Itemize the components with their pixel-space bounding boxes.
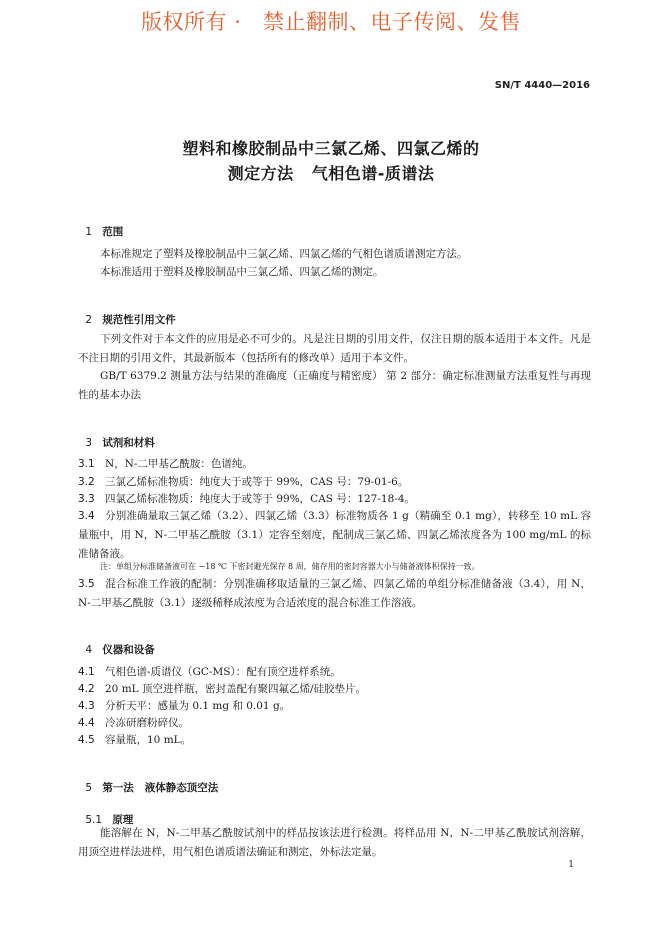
item-text: 分析天平：感量为 0.1 mg 和 0.01 g。 xyxy=(105,700,291,712)
section-4-heading xyxy=(78,630,155,657)
section-2-paragraph-2: GB/T 6379.2 测量方法与结果的准确度（正确度与精密度） 第 2 部分：确定标准测量方法重复性与再现性的基本办法 xyxy=(78,370,591,401)
document-title-line2: 测定方法 气相色谱-质谱法 xyxy=(227,164,435,183)
item-text: N，N-二甲基乙酰胺：色谱纯。 xyxy=(105,458,253,470)
section-1-paragraph-1: 本标准规定了塑料及橡胶制品中三氯乙烯、四氯乙烯的气相色谱质谱测定方法。 xyxy=(100,248,468,260)
document-title-line1: 塑料和橡胶制品中三氯乙烯、四氯乙烯的 xyxy=(182,139,480,158)
section-title: 规范性引用文件 xyxy=(102,314,176,326)
section-2-heading xyxy=(78,300,176,327)
section-1-heading xyxy=(78,212,123,239)
item-text: 冷冻研磨粉碎仪。 xyxy=(105,717,189,729)
section-number: 1 xyxy=(85,226,92,238)
section-1-paragraph-2: 本标准适用于塑料及橡胶制品中三氯乙烯、四氯乙烯的测定。 xyxy=(100,266,384,278)
item-text: 三氯乙烯标准物质：纯度大于或等于 99%，CAS 号：79-01-6。 xyxy=(105,476,409,488)
list-item xyxy=(78,455,591,474)
item-number: 3.3 xyxy=(78,493,95,505)
item-number: 4.5 xyxy=(78,734,95,746)
item-number: 3.5 xyxy=(78,578,95,590)
subsection-5-1-heading xyxy=(78,800,133,827)
section-number: 4 xyxy=(85,644,92,656)
section-5-1-paragraph: 能溶解在 N，N-二甲基乙酰胺试剂中的样品按该法进行检测。将样品用 N，N-二甲基乙酰胺试剂溶解，用顶空进样法进样，用气相色谱质谱法确证和测定，外标法定量。 xyxy=(78,827,591,858)
copyright-watermark: 版权所有 · 禁止翻制、电子传阅、发售 xyxy=(141,10,521,34)
section-title: 范围 xyxy=(102,226,124,238)
section-number: 5 xyxy=(85,782,92,794)
item-number: 3.1 xyxy=(78,458,95,470)
item-number: 4.4 xyxy=(78,717,95,729)
section-title: 原理 xyxy=(112,814,134,826)
section-title: 第一法 液体静态顶空法 xyxy=(102,782,219,794)
item-text: 容量瓶，10 mL。 xyxy=(105,734,192,746)
item-text: 四氯乙烯标准物质：纯度大于或等于 99%，CAS 号：127-18-4。 xyxy=(105,493,416,505)
standard-number: SN/T 4440—2016 xyxy=(494,80,590,91)
section-number: 5.1 xyxy=(85,814,103,826)
section-number: 3 xyxy=(85,437,92,449)
section-title: 试剂和材料 xyxy=(102,437,155,449)
item-number: 4.2 xyxy=(78,683,95,695)
note: 注：单组分标准储备液可在 −18 ℃ 下密封避光保存 8 周，储存用的密封容器大小与储备液体积保持一致。 xyxy=(100,562,480,571)
section-5-heading xyxy=(78,768,218,795)
section-2-paragraph-1: 下列文件对于本文件的应用是必不可少的。凡是注日期的引用文件，仅注日期的版本适用于本文件。凡是不注日期的引用文件，其最新版本（包括所有的修改单）适用于本文件。 xyxy=(78,333,591,364)
item-text: 20 mL 顶空进样瓶，密封盖配有聚四氟乙烯/硅胶垫片。 xyxy=(105,683,367,695)
section-number: 2 xyxy=(85,314,92,326)
list-item xyxy=(78,507,591,564)
page-number: 1 xyxy=(568,860,574,870)
item-number: 3.2 xyxy=(78,476,95,488)
list-item xyxy=(78,575,591,613)
item-text: 混合标准工作液的配制：分别准确移取适量的三氯乙烯、四氯乙烯的单组分标准储备液（3.4），用 N，N-二甲基乙酰胺（3.1）逐级稀释成浓度为合适浓度的混合标准工作溶液。 xyxy=(78,578,591,609)
item-number: 4.1 xyxy=(78,666,95,678)
section-title: 仪器和设备 xyxy=(102,644,155,656)
section-3-heading xyxy=(78,423,155,450)
item-number: 3.4 xyxy=(78,510,95,522)
item-text: 气相色谱-质谱仪（GC-MS）：配有顶空进样系统。 xyxy=(105,666,341,678)
item-text: 分别准确量取三氯乙烯（3.2）、四氯乙烯（3.3）标准物质各 1 g（精确至 0.1 mg），转移至 10 mL 容量瓶中，用 N，N-二甲基乙酰胺（3.1）定容至刻度，配制成三氯乙烯、四氯乙烯浓度各为 100 mg/mL 的标准储备液。 xyxy=(78,510,591,560)
list-item xyxy=(78,731,591,750)
item-number: 4.3 xyxy=(78,700,95,712)
